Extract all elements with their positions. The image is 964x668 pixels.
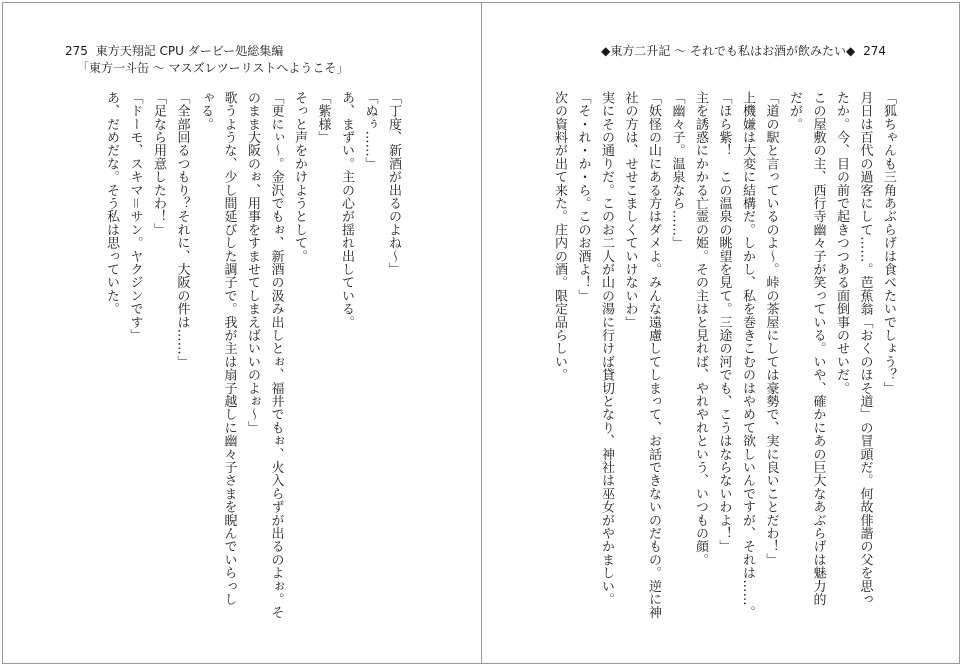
- right-body-text: [548, 91, 901, 619]
- text-line: 「紫様」: [315, 91, 331, 144]
- text-line: 「幽々子。温泉なら……」: [669, 91, 685, 250]
- text-line: あ、まずい。主の心が揺れ出している。: [339, 91, 354, 329]
- text-line: 「道の駅と言っているのよ～。峠の茶屋にしては豪勢で、実に良いことだわ！」: [763, 91, 779, 567]
- right-running-header: [601, 43, 890, 59]
- left-page-number: 275: [65, 44, 88, 58]
- text-line: 歌うような、少し間延びした調子で。我が主は扇子越しに幽々子さまを睨んでいらっし: [221, 91, 237, 606]
- right-chapter-title: ◆東方二升記 ～ それでも私はお酒が飲みたい◆: [601, 44, 856, 58]
- text-line: 「足なら用意したわ！」: [151, 91, 166, 237]
- text-line: 「丁度、新酒が出るのよね～」: [386, 91, 401, 276]
- text-line: ゃる。: [198, 91, 213, 131]
- right-page-number: 274: [863, 44, 886, 58]
- text-line: たか。今、目の前で起きつつある面倒事のせいだ。: [834, 91, 849, 395]
- left-chapter-title: 「東方一斗缶 ～ マスズレツーリストへようこそ」: [77, 61, 349, 75]
- text-line: 「ドーモ、スキマ＝サン。ヤクジンです」: [127, 91, 143, 342]
- left-running-header: [61, 43, 283, 59]
- text-line: この屋敷の主、西行寺幽々子が笑っている。いや、確かにあの巨大なあぶらげは魅力的: [810, 91, 826, 606]
- left-body-text: [100, 91, 406, 619]
- left-page: [3, 3, 481, 663]
- text-line: 「更にぃ～。金沢でもぉ、新酒の汲み出しとぉ、福井でもぉ、火入らずが出るのよぉ。そ: [268, 91, 284, 619]
- text-line: 社の方は、せせこましくていけないわ」: [622, 91, 638, 329]
- text-line: だが。: [787, 91, 802, 131]
- text-line: 「妖怪の山にある方はダメよ。みんな遠慮してしまって、お話できないのだもの。逆に神: [646, 91, 661, 619]
- book-spread: [2, 2, 960, 664]
- text-line: 実にその通りだ。このお二人が山の湯に行けば貸切となり、神社は巫女がやかましい。: [599, 91, 614, 606]
- text-line: 「全部回るつもり？それに、大阪の件は……」: [174, 91, 190, 369]
- text-line: あ、だめだな。そう私は思っていた。: [104, 91, 119, 316]
- text-line: 「ぬぅ……」: [362, 91, 378, 171]
- text-line: 月日は百代の過客にして……。芭蕉翁「おくのほそ道」の冒頭だ。何故俳諧の父を思っ: [857, 91, 873, 606]
- text-line: のまま大阪のぉ、用事をすませてしまえばいいのよぉ～」: [245, 91, 260, 435]
- text-line: 「ほら紫！ この温泉の眺望を見て。三途の河でも、こうはならないわよ！」: [716, 91, 732, 553]
- text-line: そっと声をかけようとして。: [292, 91, 307, 263]
- left-book-title: 東方天翔記 CPU ダービー処総集編: [95, 44, 284, 58]
- text-line: 「そ・れ・か・ら。このお酒よ！」: [575, 91, 591, 303]
- text-line: 次の資料が出て来た。庄内の酒。限定品らしい。: [552, 91, 567, 382]
- text-line: 主を誘惑にかかる亡霊の姫。その主はと見れば、やれやれという、いつもの顔。: [693, 91, 708, 567]
- text-line: 上機嫌は大変に結構だ。しかし、私を巻きこむのはやめて欲しいんですが、それは……。: [740, 91, 755, 619]
- right-page: [482, 3, 960, 663]
- text-line: 「狐ちゃんも三角あぶらげは食べたいでしょう？」: [881, 91, 896, 395]
